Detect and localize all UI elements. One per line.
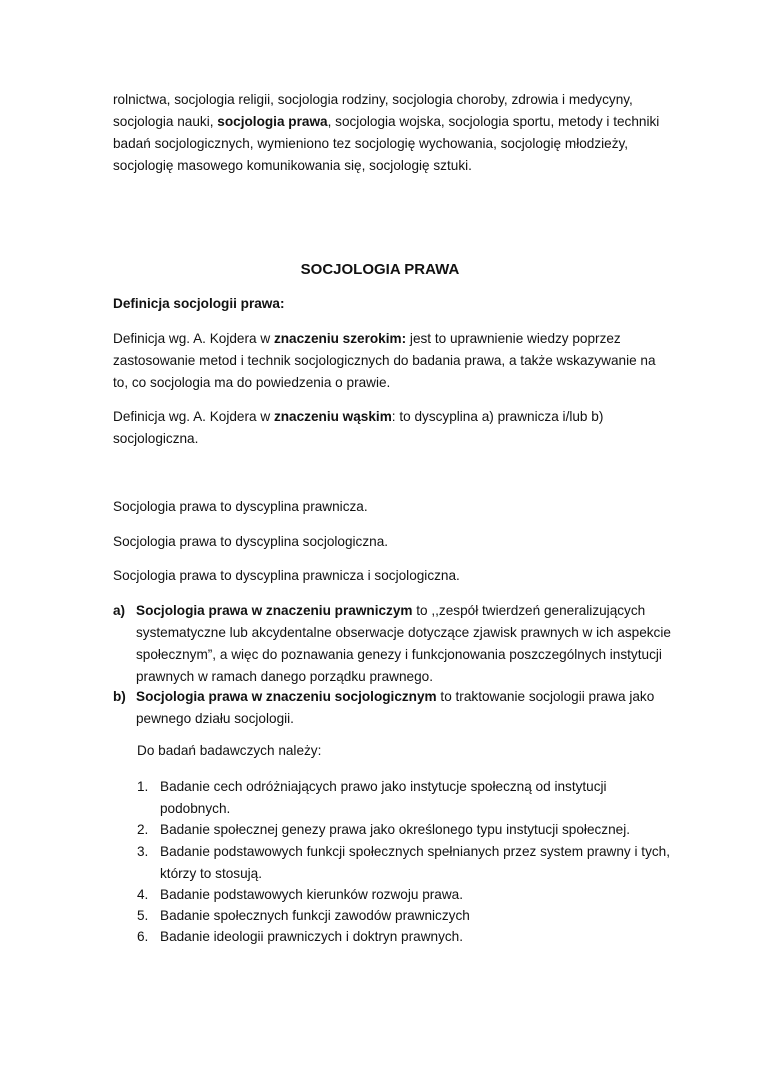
research-text-3: Badanie podstawowych funkcji społecznych spełnianych przez system prawny i tych, którzy to stosują. (160, 844, 671, 881)
def-narrow-bold: znaczeniu wąskim (273, 409, 392, 424)
research-marker-2: 2. (137, 822, 149, 837)
definition-title-text: Definicja socjologii prawa: (113, 296, 285, 311)
def-narrow-prefix: Definicja wg. A. Kojdera w (113, 409, 274, 424)
definition-title (113, 293, 673, 315)
lettered-marker-a: a) (113, 603, 126, 618)
research-intro: Do badań badawczych należy: (137, 743, 322, 758)
research-marker-4: 4. (137, 887, 149, 902)
lettered-marker-b: b) (113, 689, 126, 704)
research-text-4: Badanie podstawowych kierunków rozwoju prawa. (160, 887, 463, 902)
research-marker-1: 1. (137, 779, 149, 794)
intro-text-a: rolnictwa, socjologia religii, socjologia rodziny, socjologia choroby, zdrowia i medycyny, socjologia nauki, (113, 92, 633, 129)
research-text-2: Badanie społecznej genezy prawa jako określonego typu instytucji społecznej. (160, 822, 631, 837)
research-text-6: Badanie ideologii prawniczych i doktryn prawnych. (160, 929, 463, 944)
intro-bold: socjologia prawa (217, 114, 328, 129)
definition-narrow (113, 406, 673, 450)
research-marker-6: 6. (137, 929, 149, 944)
lettered-text-b (136, 686, 673, 730)
research-marker-5: 5. (137, 908, 149, 923)
lettered-bold-b: Socjologia prawa w znaczeniu socjologicznym (136, 689, 437, 704)
research-text-1: Badanie cech odróżniających prawo jako instytucje społeczną od instytucji podobnych. (160, 779, 607, 816)
lettered-body-b: to traktowanie socjologii prawa jako pewnego działu socjologii. (136, 689, 655, 726)
lettered-body-a: to ,,zespół twierdzeń generalizujących systematyczne lub akcydentalne obserwacje dotyczące zjawisk prawnych w ich aspekcie społecznym”, a więc do poznawania genezy i funkcjonowania poszczególnych instytucji prawnych w ramach danego porządku prawnego. (136, 603, 671, 684)
lettered-bold-a: Socjologia prawa w znaczeniu prawniczym (136, 603, 413, 618)
research-marker-3: 3. (137, 844, 149, 859)
definition-broad (113, 328, 673, 394)
def-broad-suffix: jest to uprawnienie wiedzy poprzez zastosowanie metod i technik socjologicznych do badania prawa, a także wskazywanie na to, co socjologia ma do powiedzenia o prawie. (113, 331, 656, 390)
statement-3: Socjologia prawa to dyscyplina prawnicza i socjologiczna. (113, 568, 460, 583)
lettered-text-a (136, 600, 673, 688)
statement-2: Socjologia prawa to dyscyplina socjologiczna. (113, 534, 389, 549)
def-narrow-suffix: : to dyscyplina a) prawnicza i/lub b) socjologiczna. (113, 409, 604, 446)
section-heading: SOCJOLOGIA PRAWA (300, 261, 460, 278)
def-broad-bold: znaczeniu szerokim: (273, 331, 407, 346)
research-text-5: Badanie społecznych funkcji zawodów prawniczych (160, 908, 470, 923)
statement-1: Socjologia prawa to dyscyplina prawnicza. (113, 499, 368, 514)
intro-text-b: , socjologia wojska, socjologia sportu, metody i techniki badań socjologicznych, wymieniono tez socjologię wychowania, socjologię młodzieży, socjologię masowego komunikowania się, socjologię sztuki. (113, 114, 660, 173)
def-broad-prefix: Definicja wg. A. Kojdera w (113, 331, 274, 346)
intro-paragraph (113, 89, 673, 177)
